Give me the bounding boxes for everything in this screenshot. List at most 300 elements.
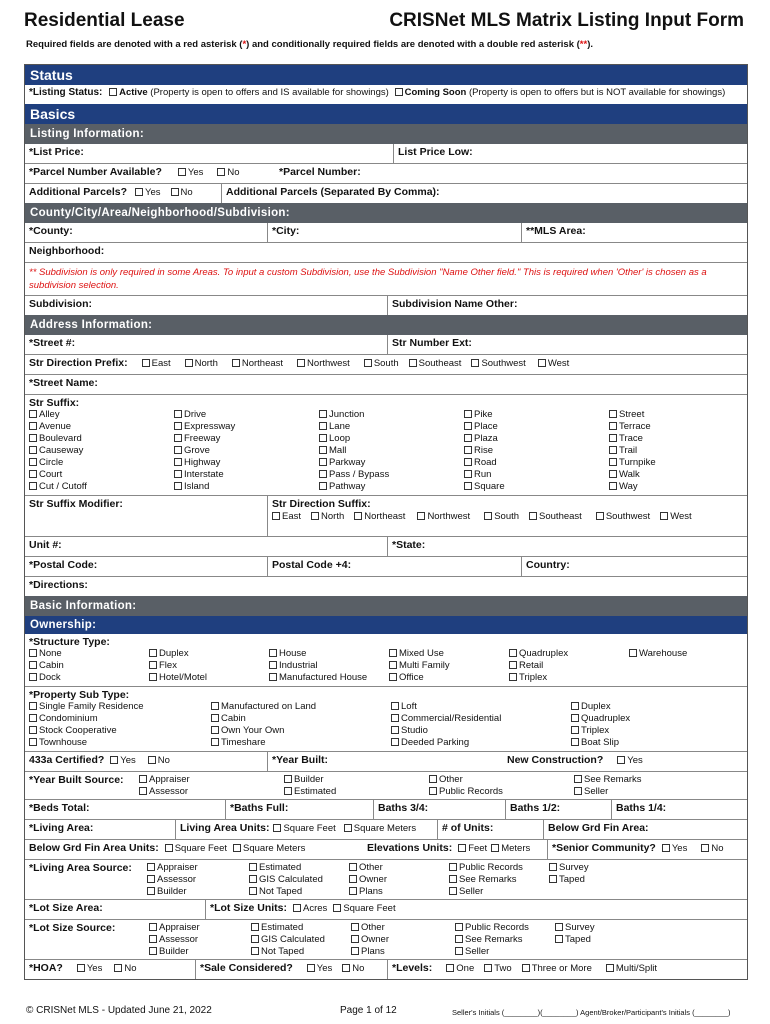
str-direction-prefix-field[interactable]: Str Direction Prefix: East North Northeast Northwest South Southeast Southwest West <box>29 357 570 369</box>
checkbox-option[interactable]: Expressway <box>174 421 235 432</box>
checkbox-option[interactable]: Loop <box>319 433 350 444</box>
checkbox-option[interactable]: Causeway <box>29 445 83 456</box>
checkbox-icon[interactable] <box>29 410 37 418</box>
year-built-source-field[interactable]: *Year Built Source: Appraiser Builder Other See Remarks Assessor Estimated Public Records Seller <box>29 774 642 797</box>
checkbox-icon[interactable] <box>596 512 604 520</box>
checkbox-option[interactable]: See Remarks <box>455 934 523 945</box>
checkbox-icon[interactable] <box>142 359 150 367</box>
checkbox-option[interactable]: House <box>269 648 306 659</box>
checkbox-icon[interactable] <box>484 512 492 520</box>
checkbox-icon[interactable] <box>147 863 155 871</box>
checkbox-option[interactable]: Manufactured House <box>269 672 367 683</box>
checkbox-icon[interactable] <box>464 470 472 478</box>
checkbox-icon[interactable] <box>319 470 327 478</box>
checkbox-icon[interactable] <box>29 726 37 734</box>
checkbox-option[interactable]: East <box>142 358 171 369</box>
checkbox-icon[interactable] <box>389 673 397 681</box>
checkbox-option[interactable]: Survey <box>555 922 595 933</box>
checkbox-icon[interactable] <box>354 512 362 520</box>
postal-code-4-field[interactable]: Postal Code +4: <box>267 557 521 576</box>
checkbox-icon[interactable] <box>174 446 182 454</box>
checkbox-icon[interactable] <box>409 359 417 367</box>
checkbox-icon[interactable] <box>29 702 37 710</box>
checkbox-option[interactable]: Boulevard <box>29 433 82 444</box>
checkbox-option[interactable]: Road <box>464 457 497 468</box>
checkbox-option[interactable]: Rise <box>464 445 493 456</box>
checkbox-icon[interactable] <box>455 935 463 943</box>
street-name-field[interactable]: *Street Name: <box>29 377 98 389</box>
checkbox-icon[interactable] <box>395 88 403 96</box>
checkbox-option[interactable]: Parkway <box>319 457 365 468</box>
checkbox-icon[interactable] <box>549 863 557 871</box>
list-price-low-field[interactable]: List Price Low: <box>393 144 747 163</box>
checkbox-option[interactable]: Assessor <box>147 874 196 885</box>
checkbox-option[interactable]: Plaza <box>464 433 498 444</box>
checkbox-option[interactable]: Mixed Use <box>389 648 444 659</box>
checkbox-icon[interactable] <box>251 947 259 955</box>
checkbox-option[interactable]: Northwest <box>297 358 350 369</box>
checkbox-option[interactable]: Other <box>349 862 383 873</box>
listing-information-header: Listing Information: <box>25 124 747 144</box>
checkbox-option[interactable]: Southeast <box>409 358 462 369</box>
checkbox-icon[interactable] <box>449 863 457 871</box>
property-sub-type-field[interactable]: *Property Sub Type: Single Family Residence Manufactured on Land Loft Duplex Condominium Cabin Commercial/Residential Quadruplex Stock Cooperative Own Your Own Studio Triplex Townhouse Timeshare Deeded Parking Boat Slip <box>29 689 631 748</box>
checkbox-icon[interactable] <box>149 649 157 657</box>
checkbox-option[interactable]: Commercial/Residential <box>391 713 501 724</box>
checkbox-option[interactable]: West <box>660 511 691 522</box>
checkbox-option[interactable]: Duplex <box>571 701 611 712</box>
below-grade-units-field[interactable]: Below Grd Fin Area Units: Square Feet Square Meters <box>29 842 306 854</box>
checkbox-option[interactable]: Appraiser <box>139 774 190 785</box>
checkbox-icon[interactable] <box>319 410 327 418</box>
checkbox-icon[interactable] <box>29 673 37 681</box>
checkbox-icon[interactable] <box>29 661 37 669</box>
checkbox-option[interactable]: Stock Cooperative <box>29 725 117 736</box>
senior-community-field[interactable]: *Senior Community? Yes No <box>547 840 747 859</box>
checkbox-icon[interactable] <box>139 787 147 795</box>
checkbox-option[interactable]: Multi Family <box>389 660 450 671</box>
directions-field[interactable]: *Directions: <box>29 579 88 591</box>
checkbox-option[interactable]: North <box>185 358 218 369</box>
checkbox-icon[interactable] <box>284 775 292 783</box>
checkbox-option[interactable]: Grove <box>174 445 210 456</box>
checkbox-icon[interactable] <box>269 649 277 657</box>
ownership-header: Ownership: <box>25 616 747 634</box>
checkbox-icon[interactable] <box>284 787 292 795</box>
checkbox-option[interactable]: Seller <box>455 946 489 957</box>
checkbox-option[interactable]: Plans <box>349 886 383 897</box>
checkbox-icon[interactable] <box>509 673 517 681</box>
living-area-source-field[interactable]: *Living Area Source: Appraiser Estimated Other Public Records Survey Assessor GIS Calculated Owner See Remarks Taped Builder Not Taped Plans Seller <box>29 862 589 897</box>
checkbox-icon[interactable] <box>211 738 219 746</box>
number-of-units-field[interactable]: # of Units: <box>437 820 543 839</box>
checkbox-icon[interactable] <box>529 512 537 520</box>
checkbox-icon[interactable] <box>509 661 517 669</box>
checkbox-icon[interactable] <box>29 458 37 466</box>
checkbox-option[interactable]: Square <box>464 481 505 492</box>
checkbox-option[interactable]: Circle <box>29 457 63 468</box>
checkbox-icon[interactable] <box>147 887 155 895</box>
checkbox-icon[interactable] <box>349 863 357 871</box>
checkbox-icon[interactable] <box>609 482 617 490</box>
checkbox-icon[interactable] <box>464 446 472 454</box>
checkbox-option[interactable]: Condominium <box>29 713 98 724</box>
checkbox-option[interactable]: Public Records <box>449 862 523 873</box>
checkbox-icon[interactable] <box>319 422 327 430</box>
checkbox-icon[interactable] <box>555 923 563 931</box>
checkbox-option[interactable]: Other <box>429 774 463 785</box>
checkbox-option[interactable]: Southwest <box>596 511 650 522</box>
checkbox-icon[interactable] <box>609 470 617 478</box>
checkbox-icon[interactable] <box>609 422 617 430</box>
checkbox-option[interactable]: Townhouse <box>29 737 87 748</box>
checkbox-option[interactable]: Court <box>29 469 62 480</box>
county-header: County/City/Area/Neighborhood/Subdivision: <box>25 203 747 223</box>
checkbox-icon[interactable] <box>455 947 463 955</box>
checkbox-icon[interactable] <box>389 661 397 669</box>
basic-information-header: Basic Information: <box>25 596 747 616</box>
checkbox-icon[interactable] <box>609 458 617 466</box>
checkbox-option[interactable]: Place <box>464 421 498 432</box>
checkbox-option[interactable]: Pass / Bypass <box>319 469 389 480</box>
subdivision-field[interactable]: Subdivision: <box>29 298 92 310</box>
checkbox-icon[interactable] <box>29 714 37 722</box>
checkbox-icon[interactable] <box>549 875 557 883</box>
checkbox-icon[interactable] <box>269 673 277 681</box>
baths-half-field[interactable]: Baths 1/2: <box>505 800 611 819</box>
checkbox-option[interactable]: Public Records <box>455 922 529 933</box>
checkbox-icon[interactable] <box>417 512 425 520</box>
checkbox-option[interactable]: Assessor <box>139 786 188 797</box>
checkbox-icon[interactable] <box>297 359 305 367</box>
checkbox-icon[interactable] <box>109 88 117 96</box>
checkbox-icon[interactable] <box>574 775 582 783</box>
checkbox-option[interactable]: Not Taped <box>251 946 304 957</box>
checkbox-icon[interactable] <box>319 434 327 442</box>
checkbox-icon[interactable] <box>571 738 579 746</box>
checkbox-option[interactable]: Freeway <box>174 433 220 444</box>
checkbox-option[interactable]: Manufactured on Land <box>211 701 316 712</box>
checkbox-option[interactable]: Island <box>174 481 209 492</box>
checkbox-option[interactable]: Northwest <box>417 511 470 522</box>
checkbox-option[interactable]: Public Records <box>429 786 503 797</box>
checkbox-icon[interactable] <box>29 649 37 657</box>
checkbox-icon[interactable] <box>351 947 359 955</box>
checkbox-icon[interactable] <box>29 482 37 490</box>
checkbox-icon[interactable] <box>147 875 155 883</box>
checkbox-option[interactable]: Survey <box>549 862 589 873</box>
checkbox-icon[interactable] <box>174 410 182 418</box>
checkbox-option[interactable]: Dock <box>29 672 61 683</box>
checkbox-option[interactable]: Loft <box>391 701 417 712</box>
checkbox-icon[interactable] <box>211 726 219 734</box>
checkbox-option[interactable]: Drive <box>174 409 206 420</box>
checkbox-icon[interactable] <box>391 738 399 746</box>
checkbox-icon[interactable] <box>211 702 219 710</box>
country-field[interactable]: Country: <box>521 557 747 576</box>
basics-section-header: Basics <box>25 104 747 124</box>
checkbox-icon[interactable] <box>391 726 399 734</box>
county-field[interactable]: *County: <box>29 225 73 237</box>
checkbox-option[interactable]: Highway <box>174 457 220 468</box>
checkbox-option[interactable]: Builder <box>149 946 189 957</box>
checkbox-option[interactable]: Mall <box>319 445 346 456</box>
checkbox-icon[interactable] <box>211 714 219 722</box>
certified-433a-field[interactable]: 433a Certified? Yes No <box>29 754 170 766</box>
checkbox-icon[interactable] <box>464 458 472 466</box>
checkbox-option[interactable]: Flex <box>149 660 177 671</box>
city-field[interactable]: *City: <box>267 223 521 242</box>
checkbox-icon[interactable] <box>464 410 472 418</box>
checkbox-icon[interactable] <box>249 863 257 871</box>
checkbox-option[interactable]: Timeshare <box>211 737 266 748</box>
state-field[interactable]: *State: <box>387 537 747 556</box>
checkbox-option[interactable]: Pathway <box>319 481 365 492</box>
checkbox-option[interactable]: Lane <box>319 421 350 432</box>
checkbox-option[interactable]: Run <box>464 469 491 480</box>
checkbox-icon[interactable] <box>174 434 182 442</box>
checkbox-icon[interactable] <box>464 482 472 490</box>
year-built-field[interactable]: *Year Built: <box>267 752 503 771</box>
checkbox-option[interactable]: GIS Calculated <box>251 934 325 945</box>
address-header: Address Information: <box>25 315 747 335</box>
checkbox-icon[interactable] <box>185 359 193 367</box>
checkbox-icon[interactable] <box>174 482 182 490</box>
checkbox-icon[interactable] <box>351 935 359 943</box>
subdivision-other-field[interactable]: Subdivision Name Other: <box>387 296 747 315</box>
checkbox-icon[interactable] <box>251 935 259 943</box>
checkbox-icon[interactable] <box>449 887 457 895</box>
mls-area-field[interactable]: **MLS Area: <box>521 223 747 242</box>
lot-size-units-field[interactable]: *Lot Size Units: Acres Square Feet <box>205 900 747 919</box>
checkbox-option[interactable]: Owner <box>351 934 389 945</box>
checkbox-option[interactable]: Hotel/Motel <box>149 672 207 683</box>
checkbox-option[interactable]: Appraiser <box>147 862 198 873</box>
checkbox-icon[interactable] <box>364 359 372 367</box>
street-number-ext-field[interactable]: Str Number Ext: <box>387 335 747 354</box>
beds-total-field[interactable]: *Beds Total: <box>29 802 90 814</box>
checkbox-icon[interactable] <box>249 887 257 895</box>
checkbox-icon[interactable] <box>571 726 579 734</box>
checkbox-option[interactable]: Turnpike <box>609 457 656 468</box>
checkbox-icon[interactable] <box>429 787 437 795</box>
living-area-field[interactable]: *Living Area: <box>29 822 94 834</box>
checkbox-option[interactable]: Pike <box>464 409 492 420</box>
checkbox-icon[interactable] <box>319 458 327 466</box>
checkbox-icon[interactable] <box>449 875 457 883</box>
checkbox-option[interactable]: Estimated <box>249 862 301 873</box>
checkbox-option[interactable]: Appraiser <box>149 922 200 933</box>
checkbox-icon[interactable] <box>319 446 327 454</box>
checkbox-icon[interactable] <box>574 787 582 795</box>
checkbox-option[interactable]: Southwest <box>471 358 525 369</box>
checkbox-icon[interactable] <box>29 470 37 478</box>
baths-full-field[interactable]: *Baths Full: <box>225 800 373 819</box>
form-title-right: CRISNet MLS Matrix Listing Input Form <box>389 10 744 31</box>
checkbox-icon[interactable] <box>269 661 277 669</box>
checkbox-option[interactable]: Studio <box>391 725 428 736</box>
checkbox-option[interactable]: Duplex <box>149 648 189 659</box>
checkbox-option[interactable]: Single Family Residence <box>29 701 144 712</box>
checkbox-icon[interactable] <box>174 458 182 466</box>
checkbox-icon[interactable] <box>251 923 259 931</box>
checkbox-icon[interactable] <box>471 359 479 367</box>
checkbox-icon[interactable] <box>351 923 359 931</box>
checkbox-icon[interactable] <box>609 446 617 454</box>
checkbox-icon[interactable] <box>319 482 327 490</box>
checkbox-option[interactable]: West <box>538 358 569 369</box>
checkbox-option[interactable]: Northeast <box>232 358 283 369</box>
checkbox-option[interactable]: North <box>311 511 344 522</box>
checkbox-option[interactable]: Terrace <box>609 421 651 432</box>
elevations-units-field[interactable]: Elevations Units: Feet Meters <box>367 842 531 854</box>
baths-quarter-field[interactable]: Baths 1/4: <box>611 800 747 819</box>
checkbox-option[interactable]: See Remarks <box>449 874 517 885</box>
checkbox-option[interactable]: GIS Calculated <box>249 874 323 885</box>
str-suffix-field[interactable]: Str Suffix: Alley Drive Junction Pike Street Avenue Expressway Lane Place Terrace Boulevard Freeway Loop Plaza Trace Causeway Grove Mall Rise Trail Circle Highway Parkway Road Turnpike Court Interstate Pass / Bypass Run Walk Cut / Cutoff Island Pathway Square Way <box>29 397 656 492</box>
checkbox-option[interactable]: Southeast <box>529 511 582 522</box>
checkbox-option[interactable]: Seller <box>449 886 483 897</box>
checkbox-option[interactable]: See Remarks <box>574 774 642 785</box>
checkbox-icon[interactable] <box>629 649 637 657</box>
checkbox-option[interactable]: Cabin <box>211 713 246 724</box>
checkbox-option[interactable]: Industrial <box>269 660 318 671</box>
checkbox-option[interactable]: South <box>484 511 519 522</box>
checkbox-option[interactable]: South <box>364 358 399 369</box>
checkbox-icon[interactable] <box>149 947 157 955</box>
footer-page-number: Page 1 of 12 <box>340 1005 397 1016</box>
checkbox-icon[interactable] <box>149 661 157 669</box>
checkbox-option[interactable]: Northeast <box>354 511 405 522</box>
levels-field[interactable]: *Levels: One Two Three or More Multi/Split <box>387 960 747 979</box>
checkbox-option[interactable]: Assessor <box>149 934 198 945</box>
checkbox-option[interactable]: Junction <box>319 409 364 420</box>
living-area-units-field[interactable]: Living Area Units: Square Feet Square Meters <box>175 820 437 839</box>
checkbox-icon[interactable] <box>349 875 357 883</box>
checkbox-icon[interactable] <box>174 422 182 430</box>
checkbox-option[interactable]: Owner <box>349 874 387 885</box>
checkbox-option[interactable]: Other <box>351 922 385 933</box>
checkbox-icon[interactable] <box>555 935 563 943</box>
checkbox-option[interactable]: Own Your Own <box>211 725 284 736</box>
checkbox-option[interactable]: Trace <box>609 433 643 444</box>
checkbox-option[interactable]: Deeded Parking <box>391 737 469 748</box>
checkbox-option[interactable]: Avenue <box>29 421 71 432</box>
checkbox-option[interactable]: Cut / Cutoff <box>29 481 87 492</box>
required-note: Required fields are denoted with a red asterisk (*) and conditionally required fields are denoted with a double red asterisk (**). <box>26 39 593 50</box>
str-suffix-modifier-field[interactable]: Str Suffix Modifier: <box>29 498 123 510</box>
neighborhood-field[interactable]: Neighborhood: <box>29 245 105 257</box>
checkbox-icon[interactable] <box>149 923 157 931</box>
checkbox-option[interactable]: Trail <box>609 445 637 456</box>
checkbox-icon[interactable] <box>149 935 157 943</box>
checkbox-icon[interactable] <box>149 673 157 681</box>
checkbox-icon[interactable] <box>311 512 319 520</box>
checkbox-option[interactable]: Estimated <box>284 786 336 797</box>
checkbox-option[interactable]: Boat Slip <box>571 737 619 748</box>
checkbox-icon[interactable] <box>29 446 37 454</box>
checkbox-icon[interactable] <box>29 434 37 442</box>
checkbox-option[interactable]: Interstate <box>174 469 224 480</box>
str-direction-suffix-field[interactable]: Str Direction Suffix: East North Northeast Northwest South Southeast Southwest West <box>267 496 747 536</box>
checkbox-option[interactable]: Not Taped <box>249 886 302 897</box>
checkbox-option[interactable]: East <box>272 511 301 522</box>
lot-size-area-field[interactable]: *Lot Size Area: <box>29 902 103 914</box>
checkbox-option[interactable]: Retail <box>509 660 543 671</box>
checkbox-icon[interactable] <box>609 410 617 418</box>
checkbox-icon[interactable] <box>609 434 617 442</box>
new-construction-field[interactable]: New Construction? Yes <box>507 754 643 766</box>
checkbox-icon[interactable] <box>571 714 579 722</box>
parcel-available-field[interactable]: *Parcel Number Available? Yes No <box>29 166 240 178</box>
postal-code-field[interactable]: *Postal Code: <box>29 559 98 571</box>
checkbox-option[interactable]: Taped <box>549 874 585 885</box>
checkbox-icon[interactable] <box>139 775 147 783</box>
checkbox-icon[interactable] <box>391 702 399 710</box>
checkbox-icon[interactable] <box>455 923 463 931</box>
checkbox-icon[interactable] <box>538 359 546 367</box>
checkbox-icon[interactable] <box>349 887 357 895</box>
checkbox-icon[interactable] <box>232 359 240 367</box>
checkbox-option[interactable]: Warehouse <box>629 648 687 659</box>
checkbox-icon[interactable] <box>389 649 397 657</box>
additional-parcels-field[interactable]: Additional Parcels? Yes No <box>29 186 193 198</box>
checkbox-option[interactable]: Walk <box>609 469 640 480</box>
checkbox-option[interactable]: Taped <box>555 934 591 945</box>
checkbox-option[interactable]: Triplex <box>509 672 547 683</box>
checkbox-option[interactable]: Estimated <box>251 922 303 933</box>
hoa-field[interactable]: *HOA? Yes No <box>29 962 137 974</box>
checkbox-icon[interactable] <box>571 702 579 710</box>
below-grade-area-field[interactable]: Below Grd Fin Area: <box>543 820 747 839</box>
checkbox-icon[interactable] <box>464 422 472 430</box>
listing-status-row: *Listing Status: Active (Property is open to offers and IS available for showings) Coming Soon (Property is open to offers but is NOT available for showings) <box>29 87 726 98</box>
checkbox-option[interactable]: Way <box>609 481 638 492</box>
checkbox-option[interactable]: Triplex <box>571 725 609 736</box>
checkbox-option[interactable]: Seller <box>574 786 608 797</box>
checkbox-icon[interactable] <box>464 434 472 442</box>
checkbox-option[interactable]: Builder <box>147 886 187 897</box>
structure-type-field[interactable]: *Structure Type: None Duplex House Mixed Use Quadruplex Warehouse Cabin Flex Industrial Multi Family Retail Dock Hotel/Motel Manufactured House Office Triplex <box>29 636 688 683</box>
checkbox-option[interactable]: None <box>29 648 62 659</box>
checkbox-icon[interactable] <box>272 512 280 520</box>
checkbox-option[interactable]: Builder <box>284 774 324 785</box>
checkbox-option[interactable]: Office <box>389 672 424 683</box>
street-number-field[interactable]: *Street #: <box>29 337 76 349</box>
checkbox-icon[interactable] <box>174 470 182 478</box>
unit-field[interactable]: Unit #: <box>29 539 62 551</box>
checkbox-icon[interactable] <box>509 649 517 657</box>
checkbox-option[interactable]: Cabin <box>29 660 64 671</box>
checkbox-option[interactable]: Quadruplex <box>571 713 630 724</box>
checkbox-option[interactable]: Plans <box>351 946 385 957</box>
checkbox-icon[interactable] <box>391 714 399 722</box>
checkbox-icon[interactable] <box>249 875 257 883</box>
checkbox-icon[interactable] <box>429 775 437 783</box>
checkbox-option[interactable]: Street <box>609 409 644 420</box>
lot-size-source-field[interactable]: *Lot Size Source: Appraiser Estimated Other Public Records Survey Assessor GIS Calculated Owner See Remarks Taped Builder Not Taped Plans Seller <box>29 922 595 957</box>
checkbox-icon[interactable] <box>660 512 668 520</box>
additional-parcels-list-field[interactable]: Additional Parcels (Separated By Comma): <box>221 184 747 203</box>
checkbox-option[interactable]: Alley <box>29 409 60 420</box>
parcel-number-field[interactable]: *Parcel Number: <box>279 166 361 178</box>
baths-three-quarter-field[interactable]: Baths 3/4: <box>373 800 505 819</box>
checkbox-icon[interactable] <box>29 738 37 746</box>
checkbox-option[interactable]: Quadruplex <box>509 648 568 659</box>
checkbox-icon[interactable] <box>29 422 37 430</box>
sale-considered-field[interactable]: *Sale Considered? Yes No <box>195 960 387 979</box>
list-price-field[interactable]: *List Price: <box>29 146 84 158</box>
